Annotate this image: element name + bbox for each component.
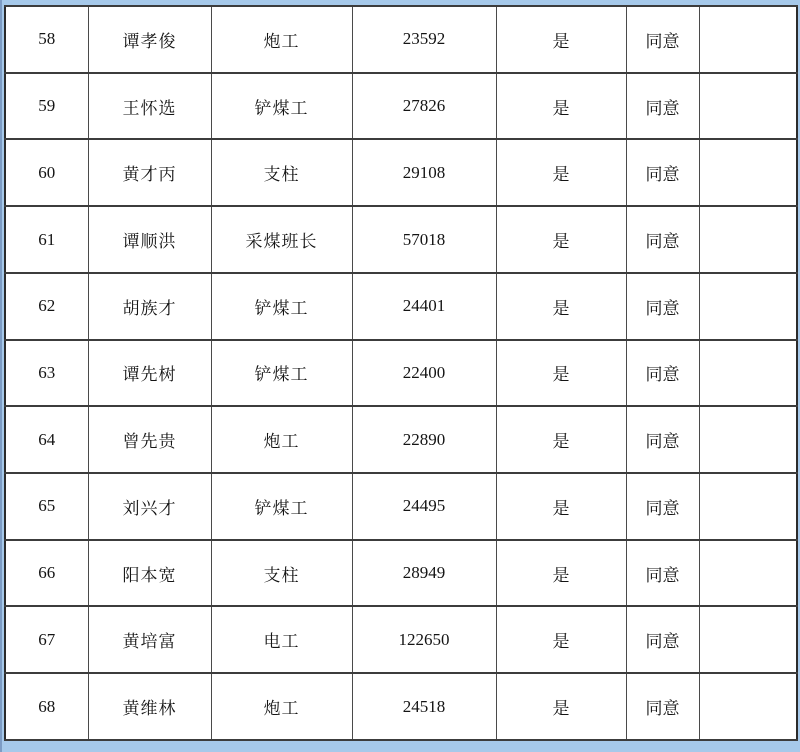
table-row [5, 406, 797, 473]
cell-id-number: 24495 [352, 473, 496, 540]
cell-confirm: 是 [496, 139, 626, 206]
cell-confirm: 是 [496, 73, 626, 140]
table-row [5, 273, 797, 340]
cell-row-number: 61 [5, 206, 88, 273]
cell-row-number: 67 [5, 606, 88, 673]
cell-blank [699, 340, 797, 407]
cell-id-number: 24401 [352, 273, 496, 340]
document-page [4, 5, 798, 741]
cell-name: 谭先树 [88, 340, 211, 407]
worker-roster-table [4, 5, 798, 741]
cell-name: 胡族才 [88, 273, 211, 340]
table-row [5, 139, 797, 206]
cell-approval: 同意 [626, 340, 699, 407]
window-left-edge [0, 0, 2, 752]
cell-confirm: 是 [496, 473, 626, 540]
cell-confirm: 是 [496, 340, 626, 407]
cell-id-number: 57018 [352, 206, 496, 273]
cell-name: 王怀选 [88, 73, 211, 140]
cell-name: 黄才丙 [88, 139, 211, 206]
cell-job-title: 支柱 [211, 139, 352, 206]
cell-job-title: 采煤班长 [211, 206, 352, 273]
cell-name: 刘兴才 [88, 473, 211, 540]
cell-id-number: 23592 [352, 6, 496, 73]
cell-blank [699, 606, 797, 673]
cell-name: 黄维林 [88, 673, 211, 740]
cell-blank [699, 206, 797, 273]
cell-row-number: 59 [5, 73, 88, 140]
cell-id-number: 22890 [352, 406, 496, 473]
table-body [5, 6, 797, 740]
cell-id-number: 28949 [352, 540, 496, 607]
table-row [5, 6, 797, 73]
cell-confirm: 是 [496, 273, 626, 340]
cell-confirm: 是 [496, 206, 626, 273]
cell-id-number: 122650 [352, 606, 496, 673]
cell-confirm: 是 [496, 406, 626, 473]
table-row [5, 73, 797, 140]
cell-row-number: 63 [5, 340, 88, 407]
cell-row-number: 68 [5, 673, 88, 740]
table-row [5, 340, 797, 407]
cell-approval: 同意 [626, 606, 699, 673]
cell-confirm: 是 [496, 606, 626, 673]
cell-name: 曾先贵 [88, 406, 211, 473]
cell-job-title: 电工 [211, 606, 352, 673]
cell-job-title: 铲煤工 [211, 73, 352, 140]
table-row [5, 606, 797, 673]
cell-blank [699, 540, 797, 607]
cell-id-number: 22400 [352, 340, 496, 407]
cell-job-title: 铲煤工 [211, 340, 352, 407]
cell-confirm: 是 [496, 6, 626, 73]
cell-row-number: 60 [5, 139, 88, 206]
cell-name: 阳本宽 [88, 540, 211, 607]
table-row [5, 540, 797, 607]
table-row [5, 473, 797, 540]
cell-approval: 同意 [626, 139, 699, 206]
cell-approval: 同意 [626, 6, 699, 73]
cell-approval: 同意 [626, 473, 699, 540]
cell-approval: 同意 [626, 540, 699, 607]
cell-row-number: 62 [5, 273, 88, 340]
cell-job-title: 支柱 [211, 540, 352, 607]
cell-row-number: 65 [5, 473, 88, 540]
cell-job-title: 炮工 [211, 673, 352, 740]
cell-row-number: 66 [5, 540, 88, 607]
cell-blank [699, 406, 797, 473]
cell-confirm: 是 [496, 540, 626, 607]
cell-row-number: 64 [5, 406, 88, 473]
cell-id-number: 29108 [352, 139, 496, 206]
cell-approval: 同意 [626, 206, 699, 273]
cell-job-title: 炮工 [211, 6, 352, 73]
cell-name: 谭顺洪 [88, 206, 211, 273]
cell-name: 谭孝俊 [88, 6, 211, 73]
cell-blank [699, 473, 797, 540]
cell-job-title: 铲煤工 [211, 473, 352, 540]
cell-approval: 同意 [626, 673, 699, 740]
cell-confirm: 是 [496, 673, 626, 740]
cell-job-title: 炮工 [211, 406, 352, 473]
cell-blank [699, 273, 797, 340]
cell-approval: 同意 [626, 406, 699, 473]
cell-name: 黄培富 [88, 606, 211, 673]
table-row [5, 206, 797, 273]
cell-blank [699, 73, 797, 140]
cell-id-number: 24518 [352, 673, 496, 740]
cell-blank [699, 139, 797, 206]
cell-approval: 同意 [626, 273, 699, 340]
cell-row-number: 58 [5, 6, 88, 73]
cell-blank [699, 673, 797, 740]
cell-job-title: 铲煤工 [211, 273, 352, 340]
table-row [5, 673, 797, 740]
cell-approval: 同意 [626, 73, 699, 140]
cell-id-number: 27826 [352, 73, 496, 140]
cell-blank [699, 6, 797, 73]
